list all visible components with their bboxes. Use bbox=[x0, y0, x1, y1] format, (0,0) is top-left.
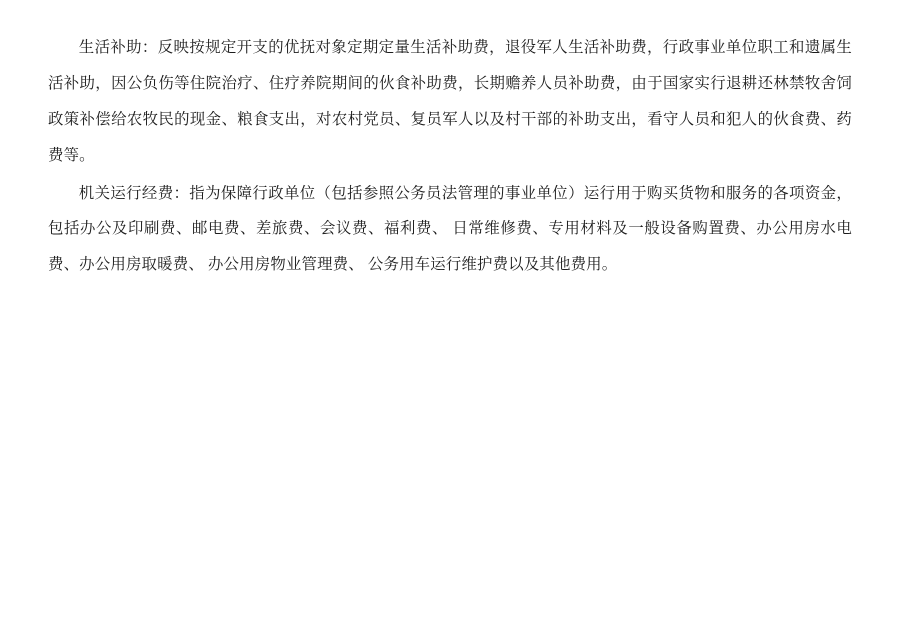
document-body bbox=[48, 30, 852, 283]
paragraph-living-allowance: 生活补助：反映按规定开支的优抚对象定期定量生活补助费，退役军人生活补助费，行政事业单位职工和遗属生活补助，因公负伤等住院治疗、住疗养院期间的伙食补助费，长期赡养人员补助费，由于国家实行退耕还林禁牧舍饲政策补偿给农牧民的现金、粮食支出，对农村党员、复员军人以及村干部的补助支出，看守人员和犯人的伙食费、药费等。 bbox=[48, 39, 852, 164]
paragraph-operating-expenses: 机关运行经费：指为保障行政单位（包括参照公务员法管理的事业单位）运行用于购买货物和服务的各项资金，包括办公及印刷费、邮电费、差旅费、会议费、福利费、 日常维修费、专用材料及一般设备购置费、办公用房水电费、办公用房取暖费、 办公用房物业管理费、 公务用车运行维护费以及其他费用。 bbox=[48, 184, 852, 274]
